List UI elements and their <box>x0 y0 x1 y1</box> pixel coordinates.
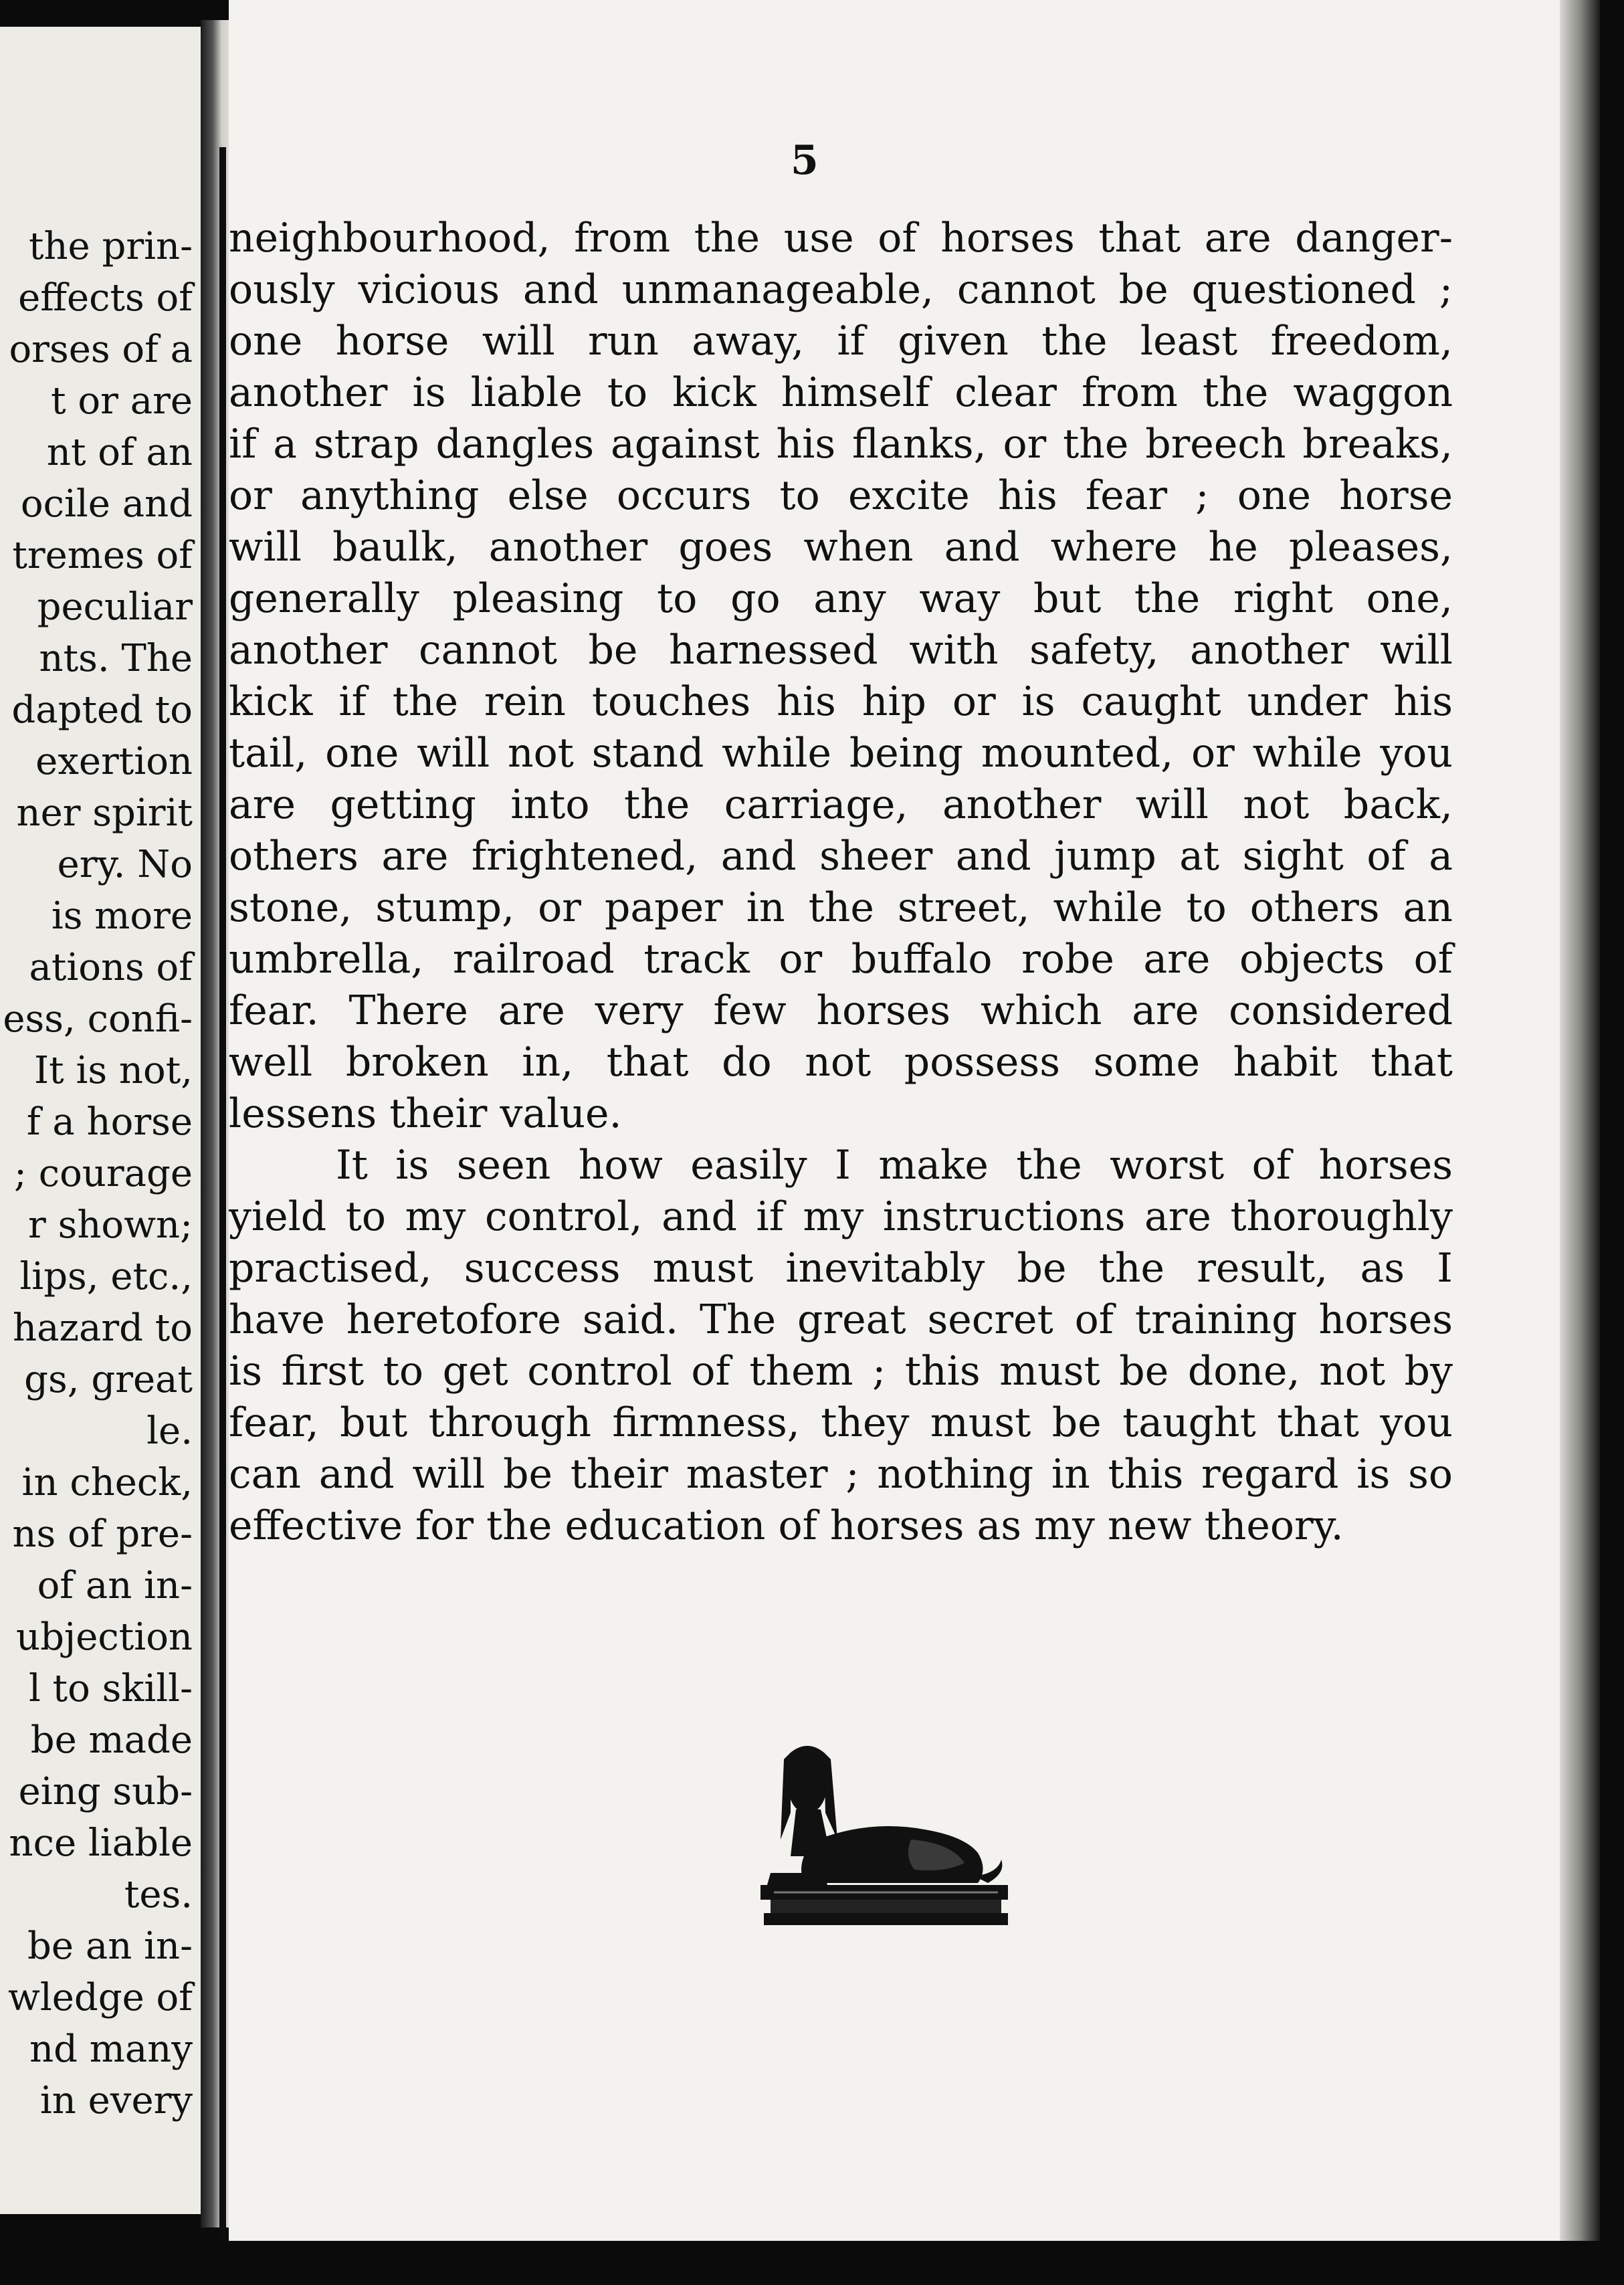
left-page-line: ocile and <box>20 482 193 526</box>
left-page-line: f a horse <box>26 1100 193 1144</box>
left-page-line: effects of <box>18 276 193 320</box>
left-page-line: hazard to <box>13 1306 193 1350</box>
left-page-line: le. <box>146 1409 193 1453</box>
text-line: one horse will run away, if given the least freedom, <box>229 318 1453 365</box>
left-page-line: ner spirit <box>16 791 193 835</box>
left-page-line: the prin- <box>28 225 193 268</box>
text-line: well broken in, that do not possess some habit that <box>229 1039 1453 1086</box>
text-line: will baulk, another goes when and where he pleases, <box>229 524 1453 571</box>
text-line: yield to my control, and if my instructions are thoroughly <box>229 1193 1453 1240</box>
sphinx-ornament-icon <box>744 1739 1025 1933</box>
left-page-line: in every <box>39 2079 193 2122</box>
left-page-line: nts. The <box>39 637 193 680</box>
text-line: generally pleasing to go any way but the right one, <box>229 575 1453 622</box>
left-page-line: ubjection <box>16 1615 193 1659</box>
left-page-line: tes. <box>124 1873 193 1916</box>
left-page-line: be an in- <box>27 1924 193 1968</box>
text-line: tail, one will not stand while being mounted, or while you <box>229 730 1453 777</box>
main-page <box>229 0 1560 2241</box>
scan-border <box>0 2241 1624 2285</box>
left-page-line: ns of pre- <box>12 1512 193 1556</box>
left-page-line: orses of a <box>9 328 193 371</box>
left-page-line: ; courage <box>14 1152 193 1195</box>
text-line: kick if the rein touches his hip or is caught under his <box>229 678 1453 725</box>
text-line: umbrella, railroad track or buffalo robe are objects of <box>229 936 1453 983</box>
text-line: effective for the education of horses as my new theory. <box>229 1502 1344 1549</box>
text-line: are getting into the carriage, another will not back, <box>229 781 1453 828</box>
left-page-line: gs, great <box>24 1358 193 1401</box>
text-line: practised, success must inevitably be the result, as I <box>229 1245 1453 1292</box>
left-page-line: nt of an <box>46 431 193 474</box>
left-page-line: be made <box>30 1718 193 1762</box>
text-line: have heretofore said. The great secret of training horses <box>229 1296 1453 1343</box>
body-text <box>229 213 1453 1552</box>
left-page-line: ery. No <box>57 843 193 886</box>
text-line: fear. There are very few horses which are considered <box>229 987 1453 1034</box>
text-line: It is seen how easily I make the worst of horses <box>336 1142 1453 1189</box>
text-line: others are frightened, and sheer and jump at sight of a <box>229 833 1453 880</box>
left-page-line: exertion <box>35 740 193 783</box>
page-edge <box>1560 0 1600 2285</box>
text-line: stone, stump, or paper in the street, while to others an <box>229 884 1453 931</box>
left-page-text <box>3 221 193 2126</box>
text-line: fear, but through firmness, they must be taught that you <box>229 1399 1453 1446</box>
left-page-fragment <box>0 27 201 2214</box>
left-page-line: wledge of <box>7 1976 193 2019</box>
text-line: neighbourhood, from the use of horses that are danger- <box>229 215 1453 262</box>
left-page-line: peculiar <box>37 585 193 629</box>
text-line: lessens their value. <box>229 1090 622 1137</box>
left-page-line: eing sub- <box>18 1770 193 1813</box>
text-line: or anything else occurs to excite his fear ; one horse <box>229 472 1453 519</box>
left-page-line: lips, etc., <box>19 1255 193 1298</box>
left-page-line: l to skill- <box>28 1667 193 1710</box>
text-line: another cannot be harnessed with safety, another will <box>229 627 1453 674</box>
left-page-line: r shown; <box>28 1203 193 1247</box>
left-page-line: in check, <box>21 1461 193 1504</box>
left-page-line: nd many <box>29 2027 193 2071</box>
left-page-line: ess, confi- <box>3 997 193 1041</box>
left-page-line: nce liable <box>9 1821 193 1865</box>
left-page-line: is more <box>51 894 193 938</box>
left-page-line: t or are <box>51 379 193 423</box>
text-line: if a strap dangles against his flanks, or the breech breaks, <box>229 421 1453 468</box>
page-number: 5 <box>791 137 819 184</box>
spine-shadow <box>219 147 226 2254</box>
left-page-line: ations of <box>29 946 193 989</box>
text-line: can and will be their master ; nothing in this regard is so <box>229 1451 1453 1498</box>
left-page-line: dapted to <box>11 688 193 732</box>
text-line: ously vicious and unmanageable, cannot be questioned ; <box>229 266 1453 313</box>
text-line: another is liable to kick himself clear from the waggon <box>229 369 1453 416</box>
paragraph-1 <box>229 213 1453 1140</box>
paragraph-2 <box>229 1140 1453 1552</box>
left-page-line: of an in- <box>37 1564 193 1607</box>
text-line: is first to get control of them ; this must be done, not by <box>229 1348 1453 1395</box>
left-page-line: It is not, <box>34 1049 193 1092</box>
left-page-line: tremes of <box>12 534 193 577</box>
